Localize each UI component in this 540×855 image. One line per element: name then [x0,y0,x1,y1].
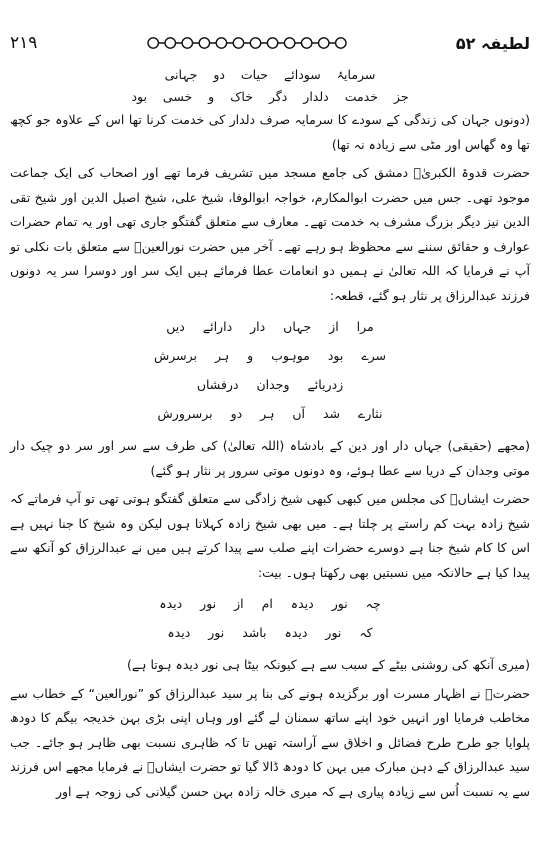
verse-line: مرا از جہاں دار دارائے دیں [166,319,374,334]
chain-link [148,38,158,48]
qita-verses [10,312,530,428]
ornament-chain-icon [147,35,347,51]
chain-link [199,38,209,48]
couplet-1 [10,64,530,108]
page-number: ۲۱۹ [10,33,38,53]
chain-link [318,38,328,48]
chain-link [233,38,243,48]
running-title: لطیفہ ۵۲ [455,33,530,53]
paragraph-2: حضرت ایشاںؒ کی مجلس میں کبھی کبھی شیخ زادگی سے متعلق گفتگو ہوتی تھی تو آپ فرماتے کہ شیخ زادہ بہت کم راستے پر چلتا ہے۔ میں بھی شیخ زادہ کہلاتا ہوں لیکن وہ شیخ کا جنا نہیں ہے اس کا کام شیخ جنا ہے دوسرے حضرات اپنے صلب سے پیدا کرتے ہیں میں نے عبدالرزاق کو آنکھ سے پیدا کیا ہے حالانکہ میں نسبتیں بھی رکھتا ہوں۔ بیت: [10,491,530,580]
chain-link [284,38,294,48]
translation-3: (میری آنکھ کی روشنی بیٹے کے سبب سے ہے کیونکہ بیٹا ہی نور دیدہ ہوتا ہے) [126,657,530,672]
chain-link [165,38,175,48]
verse-line: سرمایۂ سودائے حیات دو جہانی [164,67,376,82]
translation-1: (دونوں جہان کی زندگی کے سودے کا سرمایہ صرف دلدار کی خدمت کرنا تھا اس کے علاوہ جو کچھ تھا وہ گھاس اور مٹی سے زیادہ نہ تھا) [10,112,530,152]
page-header [10,30,530,56]
chain-link [216,38,226,48]
verse-line: زدریائے وجدان درفشاں [196,377,344,392]
verse-line: سرے بود موہوب و ہر برسرش [153,348,387,363]
couplet-2 [10,589,530,647]
chain-link [250,38,260,48]
paragraph-1: حضرت قدوۃ الکبریٰؒ دمشق کی جامع مسجد میں تشریف فرما تھے اور اصحاب کی ایک جماعت موجود تھی۔ جس میں حضرت ابوالمکارم، خواجہ ابوالوفا، شیخ علی، شیخ اصیل الدین اور شیخ تقی الدین نیز دیگر بزرگ مشرف بہ خدمت تھے۔ معارف سے متعلق گفتگو جاری تھی اور یہ تمام حضرات عوارف و حقائق سننے سے محظوظ ہو رہے تھے۔ آخر میں حضرت نورالعینؒ سے متعلق بات نکلی تو آپ نے فرمایا کہ اللہ تعالیٰ نے ہمیں دو انعامات عطا فرمائے ہیں ایک سر اور دوسرا سر یہ دونوں فرزند عبدالرزاق پر نثار ہو گئے، قطعہ: [10,165,530,303]
chain-link [267,38,277,48]
page-content [10,64,530,804]
paragraph-3: حضرتؒ نے اظہار مسرت اور برگزیدہ ہونے کی بنا پر سید عبدالرزاق کو ”نورالعین“ کے خطاب سے مخاطب فرمایا اور انہیں خود اپنے ساتھ سمنان لے گئے اور وہاں اپنی بڑی بہن خدیجہ بیگم کا دودھ پلوایا جو طرح طرح فضائل و اخلاق سے آراستہ تھیں تا کہ ظاہری نسبت بھی ظاہر ہو جائے۔ جب سید عبدالرزاق کے دہن مبارک میں بہن کا دودھ ڈالا گیا تو حضرت ایشاںؒ نے فرمایا مجھے اس فرزند سے یہ نسبت اُس سے زیادہ پیاری ہے کہ میری خالہ زادہ بہن حسن گیلانی کی زوجہ ہے اور [10,685,530,799]
verse-line: جز خدمت دلدار دگر خاک و خسی بود [131,89,409,104]
translation-2: (مجھے (حقیقی) جہاں دار اور دین کے بادشاہ (اللہ تعالیٰ) کی طرف سے سر اور سر دو چیک دار موتی وجدان کے دریا سے عطا ہوئے، وہ دونوں موتی سرور پر نثار ہو گئے) [10,438,530,478]
chain-link [182,38,192,48]
chain-link [335,38,345,48]
verse-line: نثارے شد آں ہر دو برسرورش [157,406,383,421]
verse-line: کہ نور دیدہ باشد نور دیدہ [167,625,373,640]
verse-line: چہ نور دیدہ ام از نور دیدہ [159,596,381,611]
chain-link [301,38,311,48]
